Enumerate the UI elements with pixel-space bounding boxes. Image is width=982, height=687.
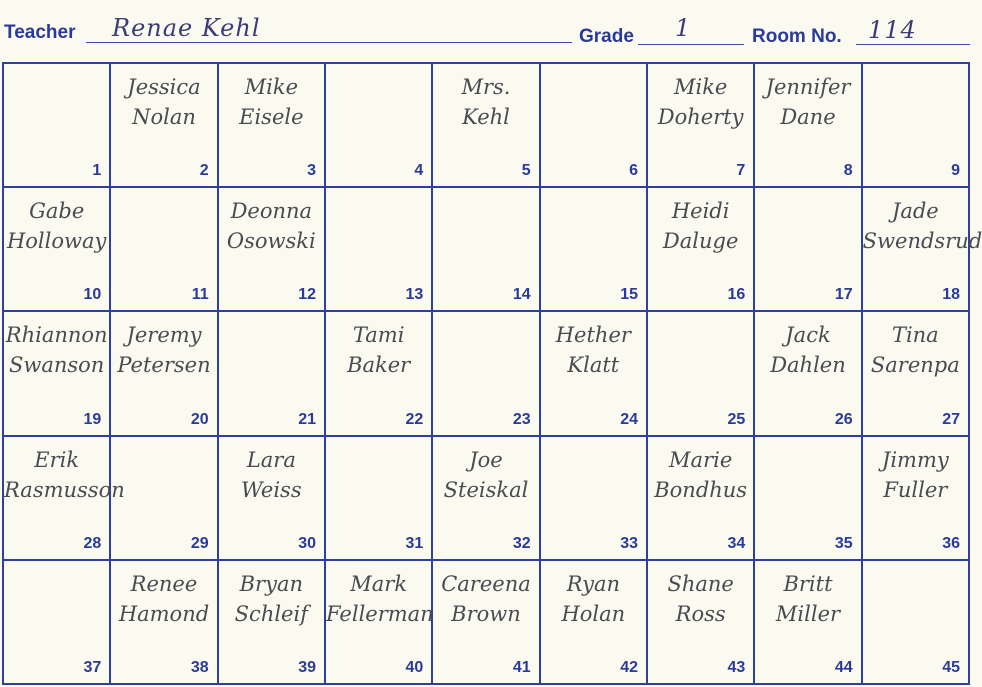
seat-cell xyxy=(755,312,862,436)
seat-cell xyxy=(111,64,218,188)
seat-number: 27 xyxy=(942,410,960,428)
seat-number: 6 xyxy=(629,162,638,180)
seat-cell xyxy=(326,437,433,561)
seat-cell xyxy=(4,437,125,561)
seat-number: 2 xyxy=(199,162,209,180)
seat-number: 34 xyxy=(727,534,746,552)
seat-cell xyxy=(219,188,326,312)
seat-number: 25 xyxy=(727,410,746,428)
seat-cell xyxy=(648,64,755,188)
seat-number: 22 xyxy=(405,410,424,428)
student-name: Hether Klatt xyxy=(555,323,631,378)
seat-number: 18 xyxy=(942,286,960,304)
seat-cell xyxy=(326,312,433,436)
seat-number: 37 xyxy=(83,658,102,676)
seat-number: 32 xyxy=(512,534,531,552)
seat-cell xyxy=(541,188,648,312)
student-name: Ryan Holan xyxy=(561,571,626,626)
seat-cell xyxy=(4,64,111,188)
seat-number: 35 xyxy=(834,534,853,552)
seat-cell xyxy=(433,561,540,685)
seat-number: 15 xyxy=(620,286,638,304)
student-name: Jimmy Fuller xyxy=(881,447,949,502)
seat-number: 23 xyxy=(512,410,531,428)
student-name: Jennifer Dane xyxy=(765,75,851,129)
seat-number: 12 xyxy=(298,286,316,304)
seat-cell xyxy=(863,437,970,561)
grade-value: 1 xyxy=(675,14,692,42)
seat-number: 7 xyxy=(736,162,746,180)
seat-number: 43 xyxy=(727,658,746,676)
student-name: Renee Hamond xyxy=(118,571,210,626)
seat-number: 19 xyxy=(83,410,102,428)
student-name: Careena Brown xyxy=(441,571,531,626)
seat-cell xyxy=(111,437,218,561)
teacher-name: Renae Kehl xyxy=(112,14,261,42)
student-name: Mark Fellerman xyxy=(326,571,434,626)
seat-cell xyxy=(862,188,982,312)
seat-number: 3 xyxy=(307,162,316,180)
seat-number: 41 xyxy=(512,658,531,676)
seat-number: 14 xyxy=(512,286,531,304)
seat-cell xyxy=(433,64,540,188)
seat-cell xyxy=(219,312,326,436)
room-line xyxy=(856,44,970,45)
student-name: Mike Doherty xyxy=(657,75,744,129)
seat-cell xyxy=(111,312,218,436)
student-name: Mike Eisele xyxy=(239,75,304,129)
seat-cell xyxy=(863,312,970,436)
seat-cell xyxy=(326,64,433,188)
student-name: Jeremy Petersen xyxy=(117,323,211,378)
seat-number: 26 xyxy=(834,410,853,428)
seat-cell xyxy=(111,188,218,312)
seat-number: 11 xyxy=(191,286,209,304)
seat-number: 1 xyxy=(92,162,102,180)
seat-cell xyxy=(648,561,755,685)
student-name: Deonna Osowski xyxy=(226,199,316,254)
seat-cell xyxy=(326,188,433,312)
seat-cell xyxy=(219,561,326,685)
seat-number: 29 xyxy=(190,534,209,552)
grade-label: Grade xyxy=(579,26,634,47)
student-name: Erik Rasmusson xyxy=(4,447,125,502)
teacher-label: Teacher xyxy=(4,22,76,43)
seat-cell xyxy=(433,188,540,312)
seat-number: 30 xyxy=(298,534,316,552)
seat-cell xyxy=(111,561,218,685)
seat-cell xyxy=(4,561,111,685)
seat-cell xyxy=(541,64,648,188)
student-name: Bryan Schleif xyxy=(234,571,308,626)
student-name: Joe Steiskal xyxy=(443,447,529,502)
seat-number: 21 xyxy=(298,410,316,428)
seat-cell xyxy=(648,188,755,312)
student-name: Jack Dahlen xyxy=(770,323,846,378)
seat-cell xyxy=(648,437,755,561)
seat-number: 31 xyxy=(405,534,424,552)
seat-cell xyxy=(648,312,755,436)
seat-cell xyxy=(755,188,862,312)
seat-cell xyxy=(541,312,648,436)
seat-number: 9 xyxy=(951,162,960,180)
grade-line xyxy=(638,44,744,45)
chart-header xyxy=(0,0,975,60)
seat-cell xyxy=(4,188,111,312)
seat-number: 8 xyxy=(843,162,853,180)
seat-cell xyxy=(541,561,648,685)
student-name: Heidi Daluge xyxy=(662,199,739,254)
seat-number: 28 xyxy=(83,534,102,552)
seat-cell xyxy=(433,437,540,561)
student-name: Lara Weiss xyxy=(241,447,302,502)
seat-number: 44 xyxy=(834,658,853,676)
seat-cell xyxy=(4,312,111,436)
seating-grid xyxy=(2,62,982,685)
seat-number: 5 xyxy=(521,162,531,180)
seat-cell xyxy=(433,312,540,436)
student-name: Gabe Holloway xyxy=(6,199,107,254)
seat-cell xyxy=(755,437,862,561)
student-name: Mrs. Kehl xyxy=(461,75,511,129)
seat-cell xyxy=(541,437,648,561)
student-name: Jade Swendsrud xyxy=(862,199,982,254)
student-name: Marie Bondhus xyxy=(654,447,748,502)
seat-number: 10 xyxy=(83,286,102,304)
seat-number: 45 xyxy=(942,658,960,676)
student-name: Tami Baker xyxy=(347,323,411,378)
teacher-line xyxy=(86,42,572,43)
seat-number: 20 xyxy=(190,410,209,428)
seat-number: 38 xyxy=(190,658,209,676)
student-name: Shane Ross xyxy=(667,571,734,626)
seat-cell xyxy=(326,561,433,685)
seat-number: 40 xyxy=(405,658,424,676)
seat-number: 4 xyxy=(414,162,424,180)
seat-number: 24 xyxy=(620,410,638,428)
seat-cell xyxy=(219,437,326,561)
seat-number: 17 xyxy=(834,286,853,304)
seat-number: 39 xyxy=(298,658,316,676)
student-name: Jessica Nolan xyxy=(127,75,201,129)
seat-cell xyxy=(755,561,862,685)
seat-number: 33 xyxy=(620,534,638,552)
student-name: Tina Sarenpa xyxy=(870,323,960,378)
seat-number: 42 xyxy=(620,658,638,676)
seat-number: 36 xyxy=(942,534,960,552)
seat-cell xyxy=(863,64,970,188)
room-label: Room No. xyxy=(752,26,842,47)
seat-number: 16 xyxy=(727,286,746,304)
room-value: 114 xyxy=(868,16,917,44)
seat-cell xyxy=(755,64,862,188)
seat-number: 13 xyxy=(405,286,424,304)
student-name: Rhiannon Swanson xyxy=(5,323,108,378)
seat-cell xyxy=(863,561,970,685)
seat-cell xyxy=(219,64,326,188)
student-name: Britt Miller xyxy=(775,571,841,626)
